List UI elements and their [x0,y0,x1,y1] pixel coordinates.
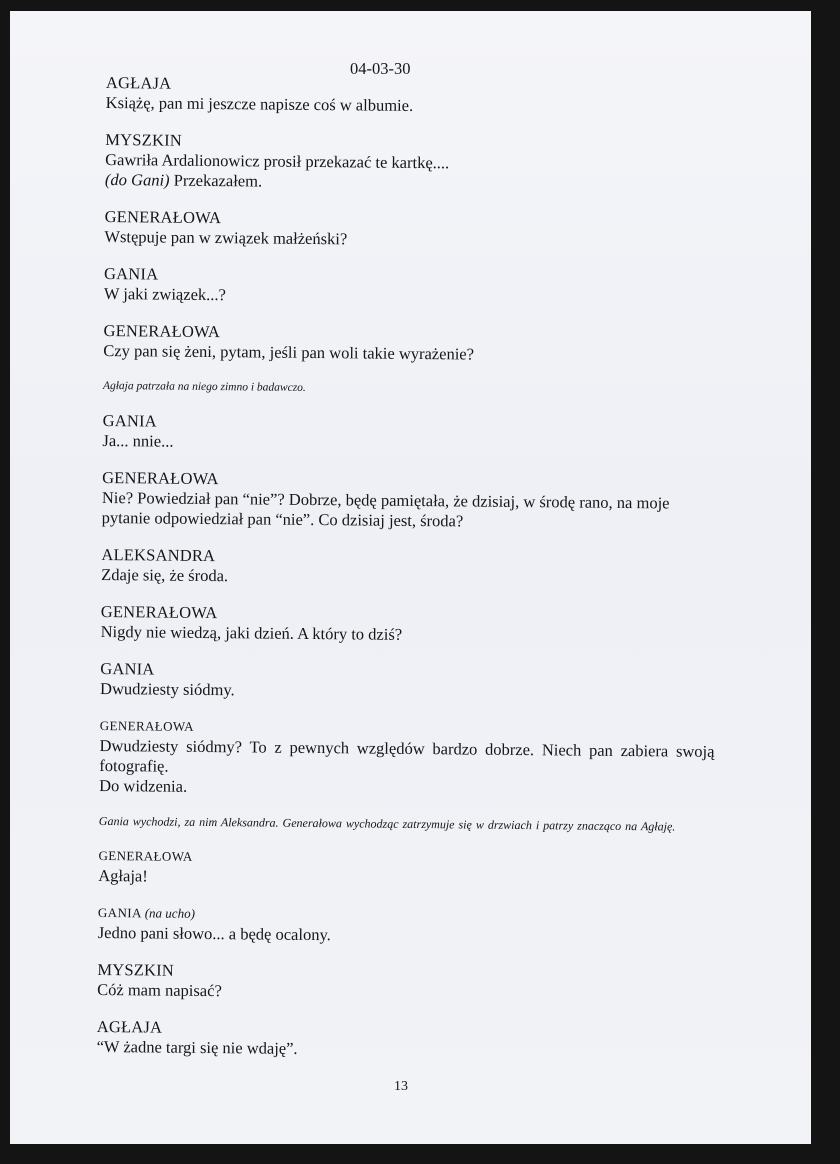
stage-aside: (do Gani) [104,169,170,190]
dialogue-block [98,846,713,892]
dialogue-line: Ja... nnie... [102,430,174,451]
speaker-name: GENERAŁOWA [103,320,221,342]
dialogue-block [106,73,721,119]
dialogue-line: “W żadne targi się nie wdaję”. [96,1036,298,1058]
speaker-name: GENERAŁOWA [98,847,193,864]
dialogue-line: W jaki związek...? [103,283,226,305]
dialogue-line: Czy pan się żeni, pytam, jeśli pan woli takie wyrażenie? [103,340,475,364]
aside-text: Przekazałem. [169,170,263,191]
page-date: 04-03-30 [350,59,411,78]
dialogue-block [102,468,718,534]
dialogue-block [97,960,712,1006]
speaker-note: (na ucho) [144,905,196,921]
dialogue-line: Zdaje się, że środa. [101,564,229,586]
script-page [10,11,811,1144]
stage-direction: Agłaja patrzała na niego zimno i badawczo. [102,379,306,394]
speaker-name: MYSZKIN [105,129,183,150]
speaker-name: GANIA [100,658,155,679]
dialogue-block [97,1017,712,1063]
dialogue-block [104,264,719,310]
dialogue-block [101,602,716,648]
dialogue-line: Dwudziesty siódmy. [100,678,235,700]
dialogue-line: Wstępuje pan w związek małżeński? [104,226,348,249]
page-number: 13 [394,1079,408,1094]
dialogue-block [101,545,716,591]
dialogue-line: Jedno pani słowo... a będę ocalony. [97,922,331,945]
speaker-name: GENERAŁOWA [100,601,218,623]
dialogue-line: Agłaja! [98,865,148,886]
speaker-label: GANIA [97,904,142,921]
speaker-name: GENERAŁOWA [99,717,195,734]
dialogue-block [100,659,715,705]
speaker-name: GANIA [103,263,159,284]
dialogue-block [98,903,713,949]
dialogue-block [102,411,717,457]
dialogue-block [99,716,715,802]
speaker-name: AGŁAJA [96,1016,163,1037]
speaker-name: ALEKSANDRA [101,544,216,566]
dialogue-line: Nie? Powiedział pan “nie”? Dobrze, będę pamiętała, że dzisiaj, w środę rano, na moje pytanie odpowiedział pan “nie”. Co dzisiaj jest, środa? [101,487,670,531]
speaker-name: MYSZKIN [97,959,175,980]
stage-direction: Gania wychodzi, za nim Aleksandra. Generałowa wychodząc zatrzymuje się w drzwiach i patrzy znacząco na Agłaję. [98,813,676,834]
dialogue-line: Dwudziesty siódmy? To z pewnych względów bardzo dobrze. Niech pan zabiera swoją fotografię. [99,735,715,776]
dialogue-line: Do widzenia. [99,775,188,796]
dialogue-block [104,207,719,253]
dialogue-block [105,130,721,196]
dialogue-body [96,73,721,1080]
speaker-name: GANIA [102,410,157,431]
dialogue-block [103,321,718,367]
dialogue-line: Cóż mam napisać? [97,979,222,1001]
dialogue-line: Nigdy nie wiedzą, jaki dzień. A który to dziś? [100,621,403,644]
speaker-name: GENERAŁOWA [102,467,219,489]
dialogue-line: Książę, pan mi jeszcze napisze coś w albumie. [105,92,414,115]
speaker-name: GENERAŁOWA [104,206,222,228]
dialogue-line: Gawriła Ardalionowicz prosił przekazać te kartkę.... [105,149,450,173]
speaker-name: AGŁAJA [105,73,172,93]
